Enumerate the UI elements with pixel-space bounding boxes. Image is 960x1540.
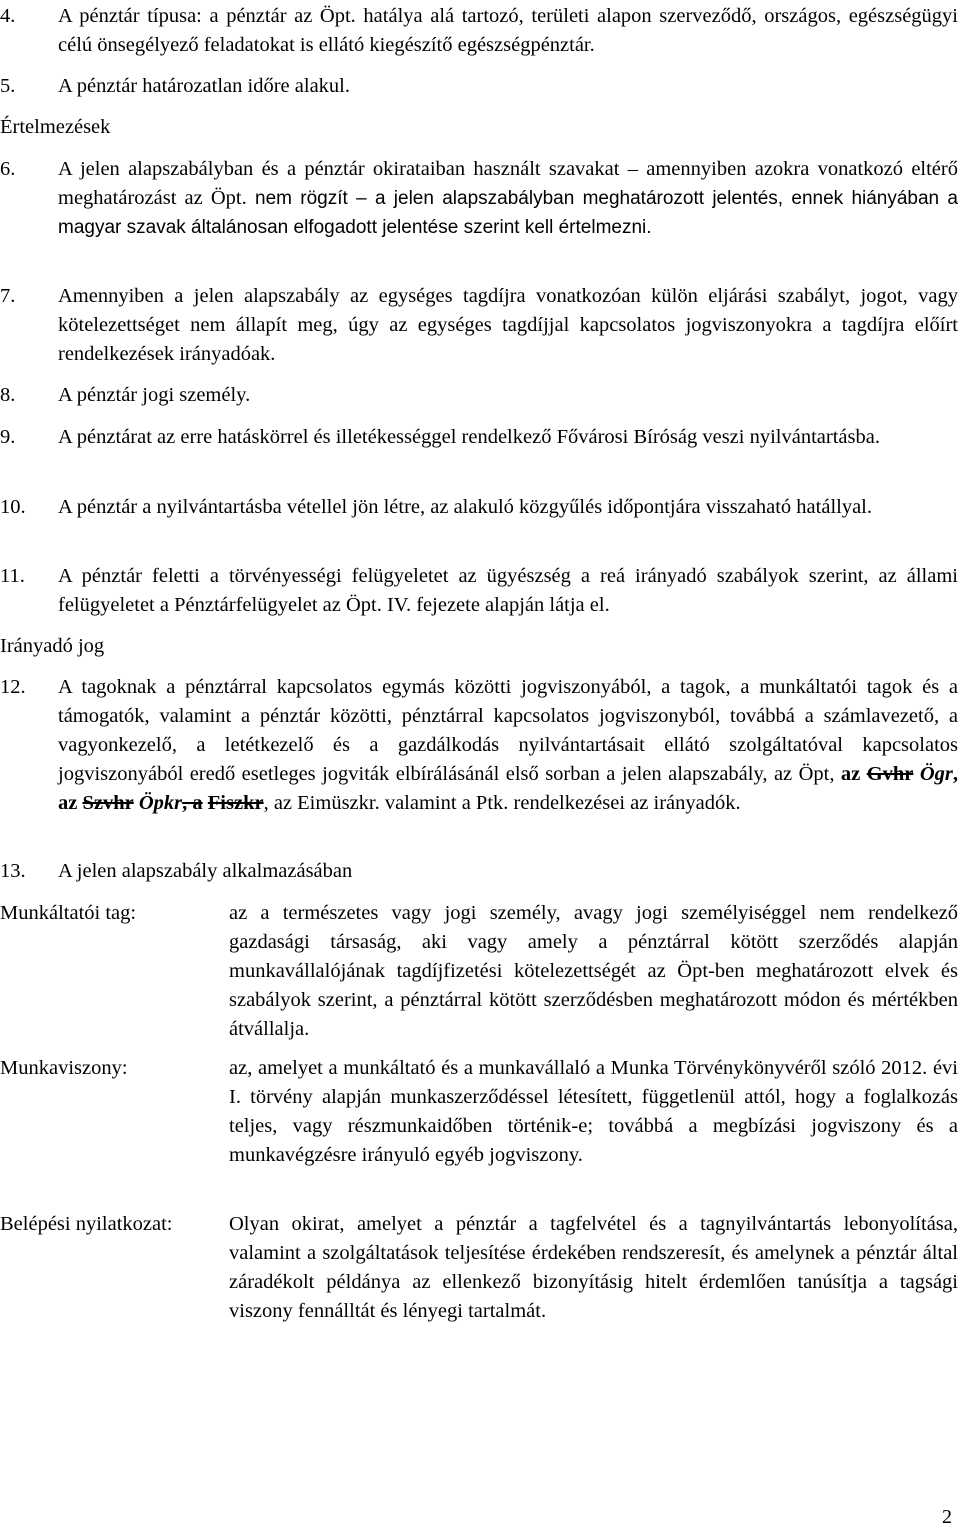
clause-11 (0, 562, 958, 620)
clause-number: 11. (0, 565, 25, 587)
clause-10 (0, 493, 958, 522)
clause-text: A pénztár feletti a törvényességi felügyeletet az ügyészség a reá irányadó szabályok szerint, az állami felügyeletet a Pénztárfelügyelet az Öpt. IV. fejezete alapján látja el. (58, 565, 958, 616)
clause-number: 7. (0, 285, 16, 307)
section-heading-ertelmezesek: Értelmezések (0, 116, 111, 138)
struck-text: Gvhr (866, 763, 914, 785)
definition-desc: az a természetes vagy jogi személy, avagy jogi személyiséggel nem rendelkező gazdasági társaság, aki vagy amely a pénztárral kötött szerződés alapján munkavállalójának tagdíjfizetési kötelezettségét az Öpt-ben meghatározott elvek és szabályok szerint, a pénztárral kötött szerződésben meghatározott módon és mértékben átvállalja. (229, 902, 958, 1040)
clause-5 (0, 72, 958, 101)
clause-text: A jelen alapszabályban és a pénztár okirataiban használt szavakat – amennyiben azokra vonatkozó eltérő meghatározást az Öpt. nem rögzít – a jelen alapszabályban meghatározott jelentés, ennek hiányában a magyar szavak általánosan elfogadott jelentése szerint kell értelmezni. (58, 158, 958, 238)
clause-4 (0, 2, 958, 60)
clause-number: 4. (0, 5, 16, 27)
definition-munkaviszony (0, 1054, 958, 1170)
clause-number: 5. (0, 75, 16, 97)
clause-13 (0, 857, 958, 886)
clause-text: A pénztár a nyilvántartásba vétellel jön létre, az alakuló közgyűlés időpontjára visszaható hatállyal. (58, 496, 873, 518)
clause-text: A jelen alapszabály alkalmazásában (58, 860, 353, 882)
struck-text: Szvhr (82, 792, 134, 814)
clause-number: 6. (0, 158, 16, 180)
section-heading-iranyado-jog: Irányadó jog (0, 635, 105, 657)
definition-term: Munkáltatói tag: (0, 902, 137, 924)
clause-12 (0, 673, 958, 818)
clause-text: A pénztárat az erre hatáskörrel és illetékességgel rendelkező Fővárosi Bíróság veszi nyilvántartásba. (58, 426, 880, 448)
definition-term: Munkaviszony: (0, 1057, 128, 1079)
clause-number: 12. (0, 676, 26, 698)
definition-desc: Olyan okirat, amelyet a pénztár a tagfelvétel és a tagnyilvántartás lebonyolítása, valamint a szolgáltatások teljesítése érdekében rendszeresít, és amelynek a pénztár által záradékolt példánya az ellenkező bizonyításig hitelt érdemlően tanúsítja a tagsági viszony fennálltát és lényegi tartalmát. (229, 1213, 958, 1322)
clause-number: 10. (0, 496, 26, 518)
definition-belepesi-nyilatkozat (0, 1210, 958, 1326)
clause-text: A pénztár típusa: a pénztár az Öpt. hatálya alá tartozó, területi alapon szerveződő, országos, egészségügyi célú önsegélyező feladatokat is ellátó kiegészítő egészségpénztár. (58, 5, 958, 56)
clause-number: 8. (0, 384, 16, 406)
struck-text: Fiszkr (207, 792, 264, 814)
clause-8 (0, 381, 958, 410)
page-number: 2 (942, 1506, 952, 1528)
definition-desc: az, amelyet a munkáltató és a munkavállaló a Munka Törvénykönyvéről szóló 2012. évi I. törvény alapján munkaszerződéssel létesített, függetlenül attól, hogy a foglalkozás teljes, vagy részmunkaidőben történik-e; továbbá a megbízási jogviszony és a munkavégzésre irányuló egyéb jogviszony. (229, 1057, 958, 1166)
clause-number: 13. (0, 860, 26, 882)
clause-text: Amennyiben a jelen alapszabály az egységes tagdíjra vonatkozóan külön eljárási szabályt, jogot, vagy kötelezettséget nem állapít meg, úgy az egységes tagdíjjal kapcsolatos jogviszonyokra a tagdíjra előírt rendelkezések irányadóak. (58, 285, 958, 365)
clause-9 (0, 423, 958, 452)
clause-6 (0, 155, 958, 242)
clause-text: A pénztár jogi személy. (58, 384, 251, 406)
clause-number: 9. (0, 426, 16, 448)
definition-term: Belépési nyilatkozat: (0, 1213, 173, 1235)
definition-munkaltatoi-tag (0, 899, 958, 1044)
clause-text: A pénztár határozatlan időre alakul. (58, 75, 350, 97)
clause-7 (0, 282, 958, 369)
clause-text: A tagoknak a pénztárral kapcsolatos egymás közötti jogviszonyából, a tagok, a munkáltatói tagok és a támogatók, valamint a pénztár közötti, pénztárral kapcsolatos jogviszonyból, továbbá a számlavezető, a vagyonkezelő, a letétkezelő és a gazdálkodás nyilvántartásait ellátó szolgáltatóval kapcsolatos jogviszonyából eredő esetleges jogviták elbírálásánál első sorban a jelen alapszabály, az Öpt, az Gvhr Ögr, az Szvhr Öpkr, a Fiszkr, az Eimüszkr. valamint a Ptk. rendelkezései az irányadók. (58, 676, 958, 814)
